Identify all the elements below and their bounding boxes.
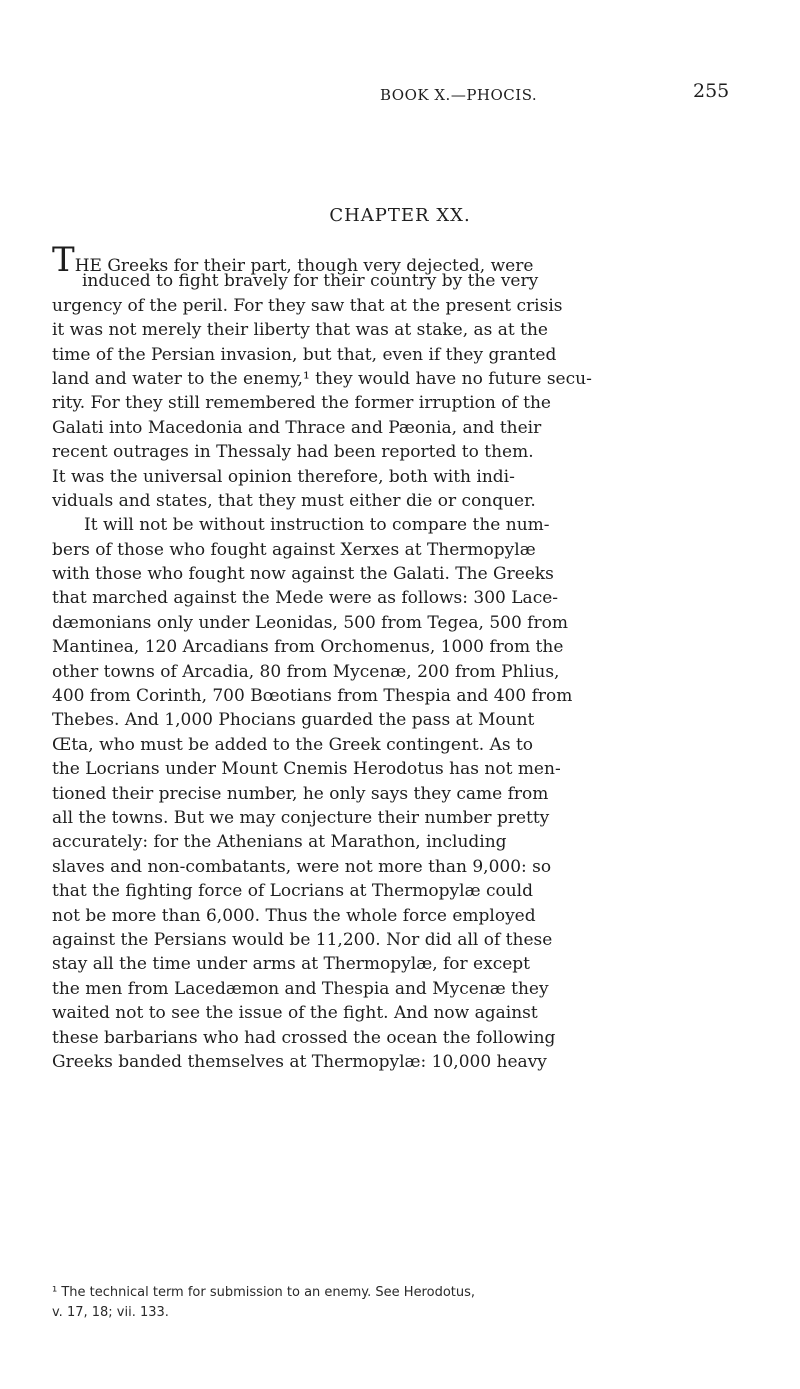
page-number: 255 bbox=[693, 80, 730, 102]
text-line: it was not merely their liberty that was at stake, as at the bbox=[52, 320, 548, 341]
text-line: with those who fought now against the Galati. The Greeks bbox=[52, 564, 554, 585]
text-line: that marched against the Mede were as follows: 300 Lace- bbox=[52, 588, 559, 609]
running-head: BOOK X.—PHOCIS. bbox=[380, 86, 538, 104]
text-line: It was the universal opinion therefore, both with indi- bbox=[52, 466, 515, 487]
footnote-line: ¹ The technical term for submission to an enemy. See Herodotus, bbox=[52, 1285, 476, 1300]
text-line: 400 from Corinth, 700 Bœotians from Thespia and 400 from bbox=[52, 686, 573, 707]
text-line: the men from Lacedæmon and Thespia and Mycenæ they bbox=[52, 978, 549, 999]
chapter-title: CHAPTER XX. bbox=[329, 205, 471, 226]
text-line: waited not to see the issue of the fight. And now against bbox=[52, 1003, 538, 1024]
text-line: accurately: for the Athenians at Marathon, including bbox=[52, 832, 507, 853]
text-line: Œta, who must be added to the Greek contingent. As to bbox=[52, 734, 534, 755]
text-line: tioned their precise number, he only says they came from bbox=[52, 783, 549, 804]
text-line: bers of those who fought against Xerxes at Thermopylæ bbox=[52, 539, 536, 560]
text-line: not be more than 6,000. Thus the whole force employed bbox=[52, 905, 536, 926]
text-line: that the fighting force of Locrians at Thermopylæ could bbox=[52, 881, 533, 902]
text-line: other towns of Arcadia, 80 from Mycenæ, 200 from Phlius, bbox=[52, 661, 560, 682]
text-line: these barbarians who had crossed the ocean the following bbox=[52, 1027, 556, 1048]
text-line: the Locrians under Mount Cnemis Herodotus has not men- bbox=[52, 759, 561, 780]
text-line: recent outrages in Thessaly had been reported to them. bbox=[52, 442, 534, 463]
text-line: induced to fight bravely for their country by the very bbox=[82, 271, 539, 292]
footnotes bbox=[52, 1283, 712, 1323]
drop-cap: T bbox=[52, 240, 75, 280]
text-line: urgency of the peril. For they saw that at the present crisis bbox=[52, 295, 563, 316]
page-header bbox=[0, 80, 800, 120]
text-line: Galati into Macedonia and Thrace and Pæonia, and their bbox=[52, 417, 542, 438]
text-line: dæmonians only under Leonidas, 500 from Tegea, 500 from bbox=[52, 612, 568, 633]
text-line: Greeks banded themselves at Thermopylæ: 10,000 heavy bbox=[52, 1051, 547, 1072]
text-line: THE Greeks for their part, though very dejected, were bbox=[52, 240, 534, 280]
text-line: slaves and non-combatants, were not more than 9,000: so bbox=[52, 856, 552, 877]
text-line: viduals and states, that they must either die or conquer. bbox=[52, 490, 536, 511]
text-line: time of the Persian invasion, but that, even if they granted bbox=[52, 344, 557, 365]
text-line: Thebes. And 1,000 Phocians guarded the pass at Mount bbox=[52, 710, 535, 731]
text-line: land and water to the enemy,¹ they would have no future secu- bbox=[52, 368, 592, 389]
text-line: stay all the time under arms at Thermopylæ, for except bbox=[52, 954, 531, 975]
text-line: all the towns. But we may conjecture their number pretty bbox=[52, 807, 550, 828]
chapter-heading bbox=[0, 205, 800, 226]
text-line: rity. For they still remembered the former irruption of the bbox=[52, 393, 551, 414]
text-line: Mantinea, 120 Arcadians from Orchomenus, 1000 from the bbox=[52, 637, 564, 658]
footnote-line: v. 17, 18; vii. 133. bbox=[52, 1305, 169, 1320]
text-line: It will not be without instruction to compare the num- bbox=[84, 515, 550, 536]
body-text bbox=[52, 240, 712, 1074]
text-line: against the Persians would be 11,200. Nor did all of these bbox=[52, 929, 553, 950]
